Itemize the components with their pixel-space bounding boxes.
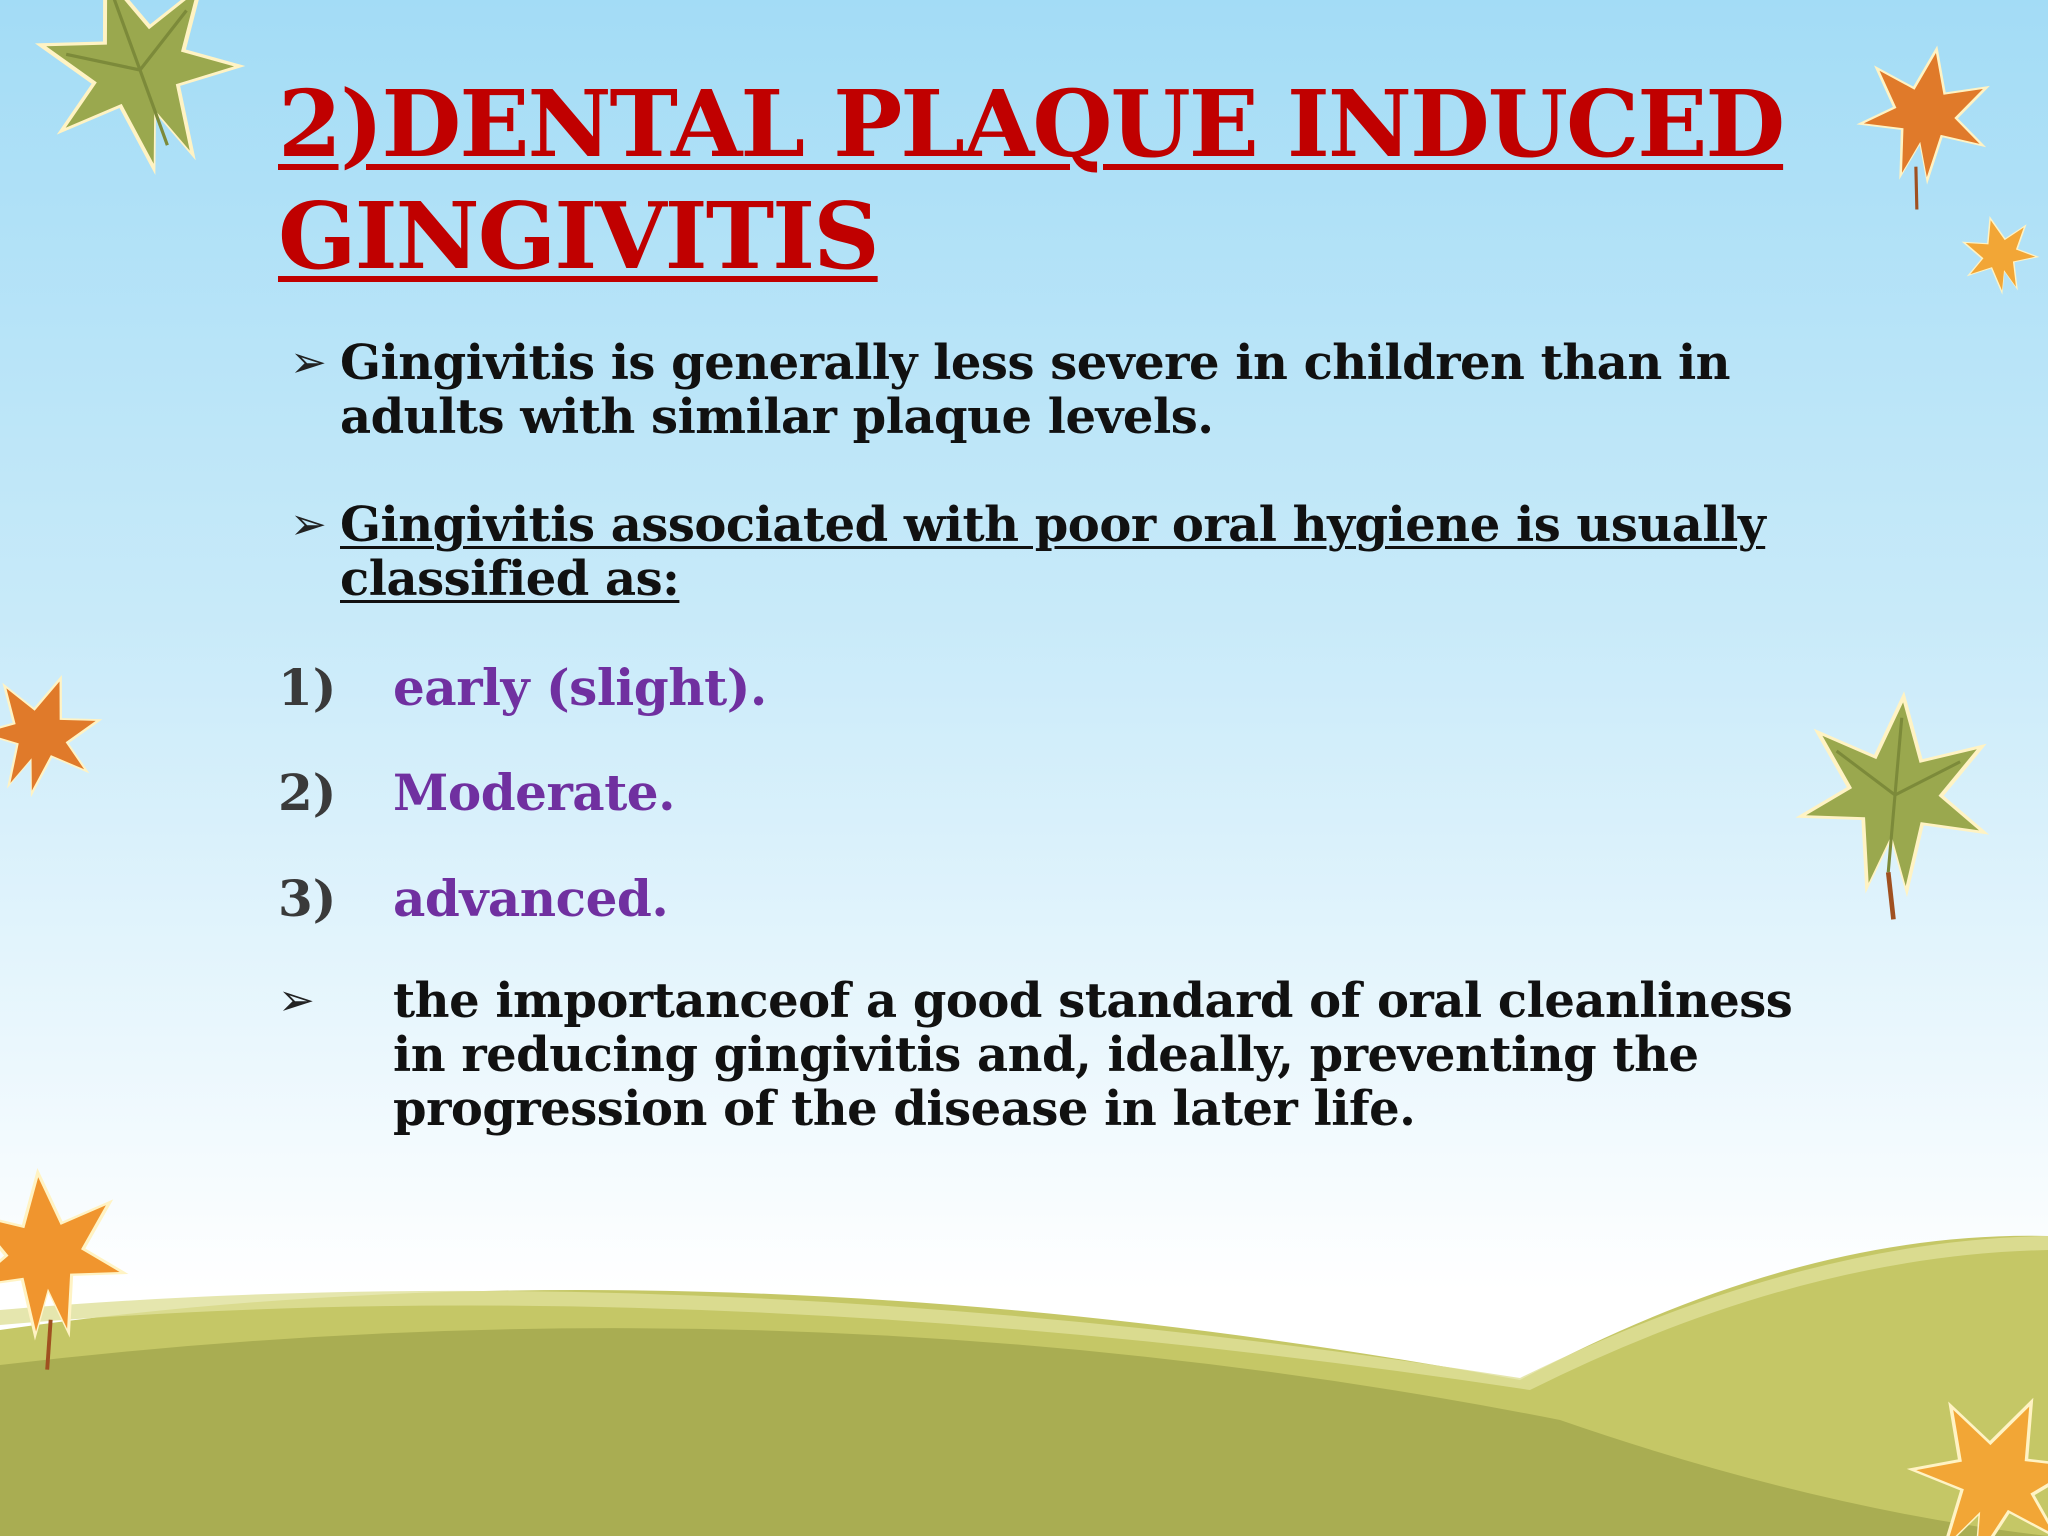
list-text: Moderate. bbox=[393, 763, 676, 822]
list-text: advanced. bbox=[393, 869, 669, 928]
bullet-item bbox=[290, 336, 1810, 444]
arrow-bullet-icon: ➢ bbox=[290, 499, 327, 550]
list-number: 2) bbox=[278, 763, 337, 822]
arrow-bullet-icon: ➢ bbox=[290, 337, 327, 388]
green-leaf-icon bbox=[1787, 683, 2001, 927]
list-number: 1) bbox=[278, 658, 337, 717]
list-item bbox=[278, 658, 767, 718]
arrow-bullet-icon: ➢ bbox=[278, 975, 315, 1026]
list-text: early (slight). bbox=[393, 658, 767, 717]
list-item bbox=[278, 763, 675, 823]
bullet-text: Gingivitis associated with poor oral hygiene is usually classified as: bbox=[340, 497, 1766, 607]
list-item bbox=[278, 869, 668, 929]
slide-title: 2)DENTAL PLAQUE INDUCED GINGIVITIS bbox=[278, 70, 1784, 290]
bullet-text: Gingivitis is generally less severe in children than in adults with similar plaque levels. bbox=[340, 335, 1731, 445]
green-leaf-icon bbox=[9, 0, 270, 202]
orange-leaf-icon bbox=[0, 655, 118, 814]
orange-leaf-icon bbox=[1844, 34, 2002, 219]
bullet-item bbox=[278, 974, 1798, 1136]
bullet-text: the importanceof a good standard of oral cleanliness in reducing gingivitis and, ideally, preventing the progression of the disease in later life. bbox=[393, 973, 1793, 1137]
yellow-leaf-icon bbox=[1953, 206, 2046, 302]
bullet-item bbox=[290, 498, 1810, 606]
list-number: 3) bbox=[278, 869, 337, 928]
